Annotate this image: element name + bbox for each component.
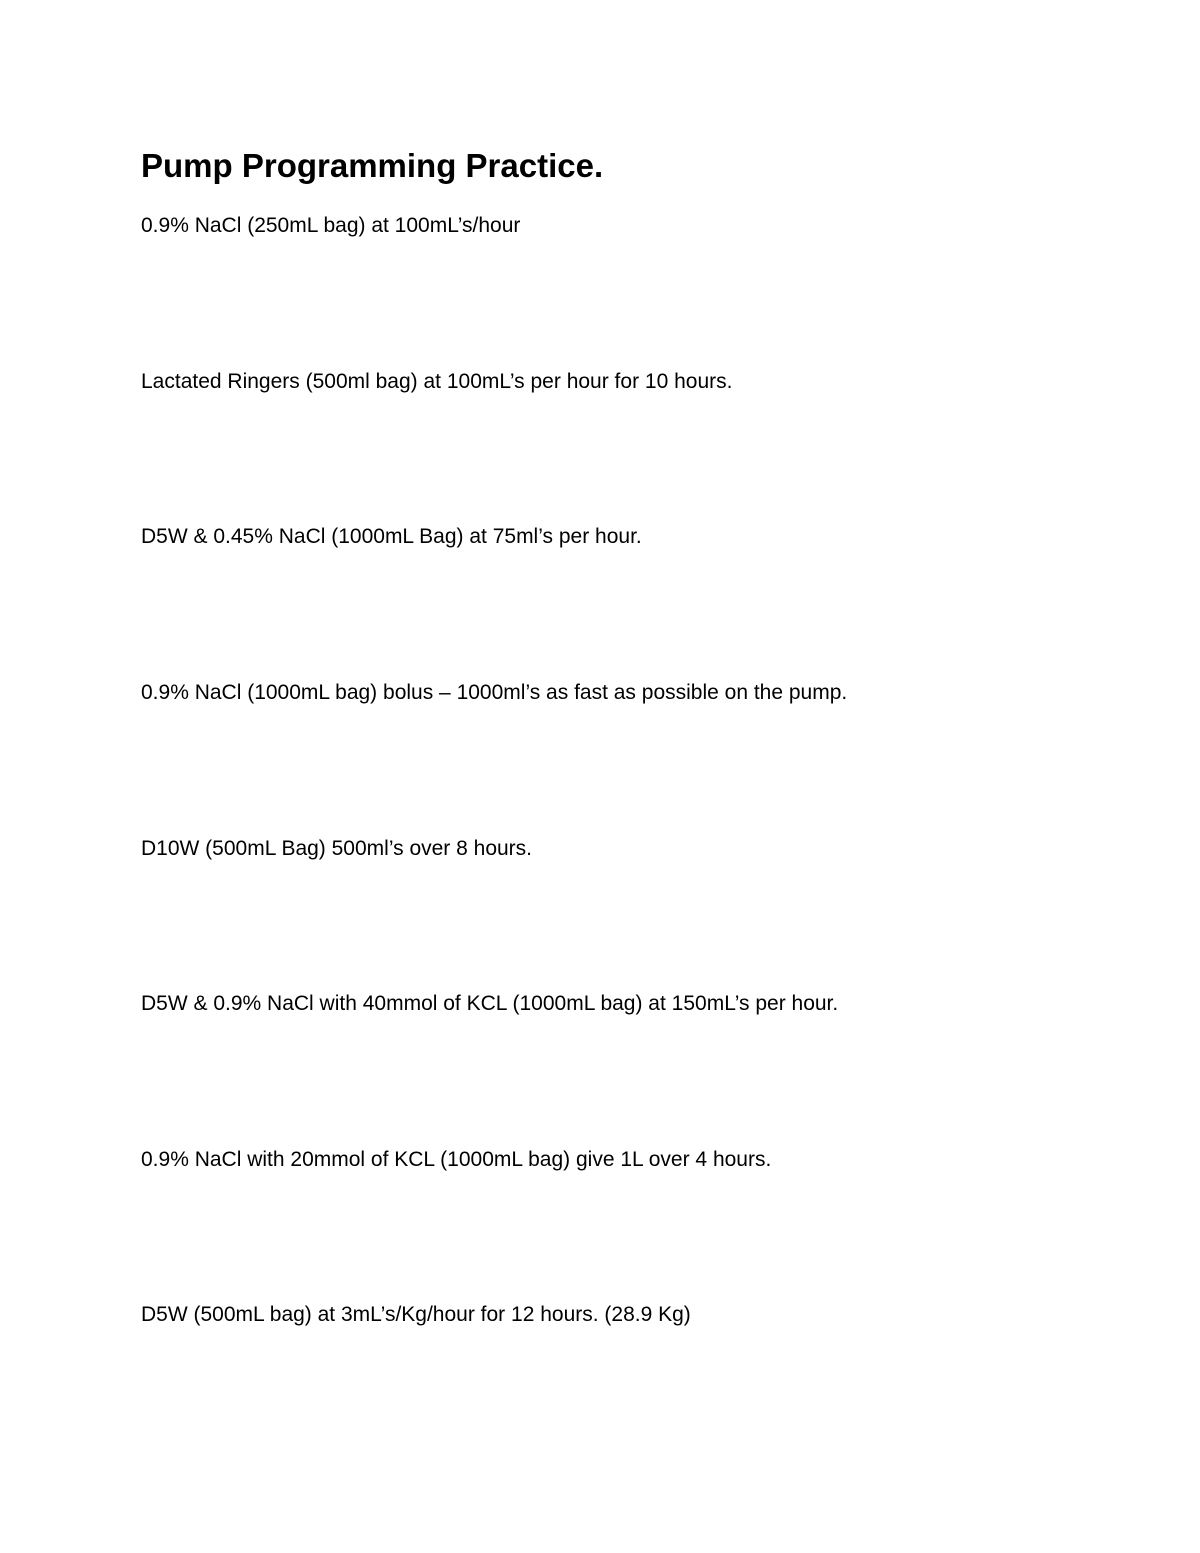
practice-item: Lactated Ringers (500ml bag) at 100mL’s per hour for 10 hours. [141,370,733,393]
practice-item: D5W & 0.45% NaCl (1000mL Bag) at 75ml’s per hour. [141,525,642,548]
practice-item: D5W & 0.9% NaCl with 40mmol of KCL (1000mL bag) at 150mL’s per hour. [141,992,839,1015]
practice-item: 0.9% NaCl (1000mL bag) bolus – 1000ml’s as fast as possible on the pump. [141,681,848,704]
practice-item: D5W (500mL bag) at 3mL’s/Kg/hour for 12 hours. (28.9 Kg) [141,1303,691,1326]
practice-item: 0.9% NaCl (250mL bag) at 100mL’s/hour [141,214,521,237]
page-title: Pump Programming Practice. [141,147,604,184]
practice-item: D10W (500mL Bag) 500ml’s over 8 hours. [141,837,533,860]
practice-item: 0.9% NaCl with 20mmol of KCL (1000mL bag) give 1L over 4 hours. [141,1148,772,1171]
